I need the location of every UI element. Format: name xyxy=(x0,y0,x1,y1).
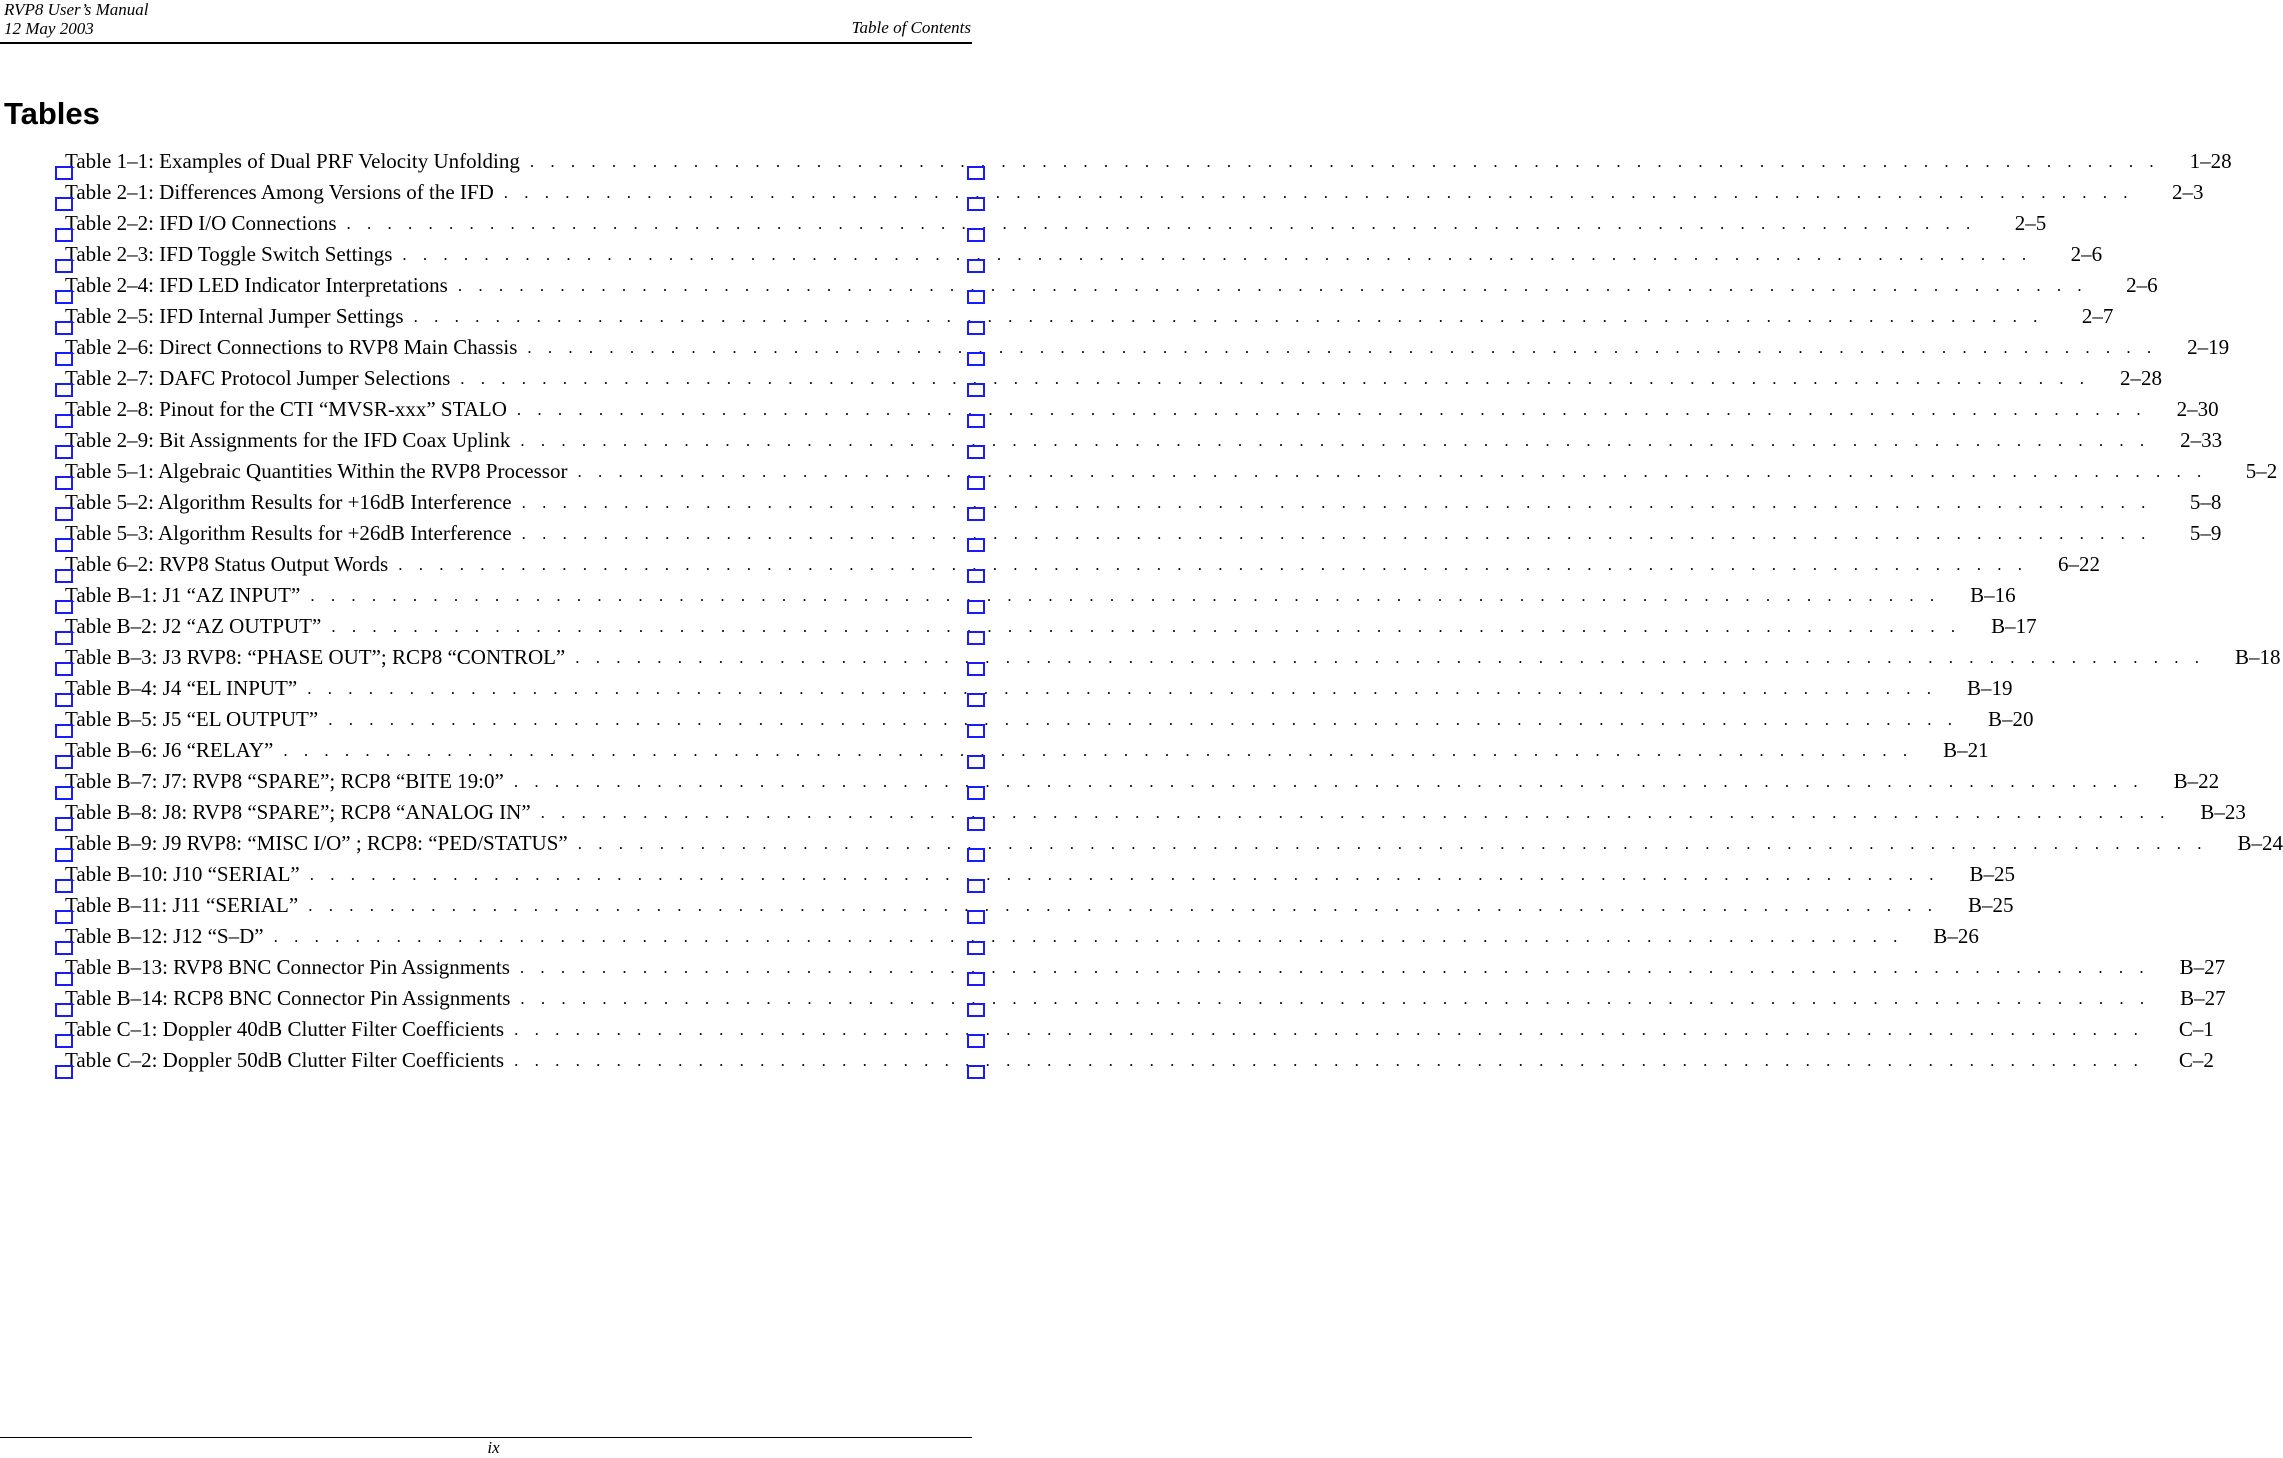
manual-title: RVP8 User’s Manual xyxy=(4,0,149,19)
toc-entry-link[interactable] xyxy=(65,890,2014,921)
header-section-name: Table of Contents xyxy=(851,18,971,37)
toc-entry-title: Table 5–3: Algorithm Results for +26dB Interference xyxy=(65,521,512,545)
toc-entry-page: 2–5 xyxy=(2014,211,2047,235)
toc-entry-title: Table 2–8: Pinout for the CTI “MVSR-xxx” STALO xyxy=(65,397,507,421)
toc-entry-title: Table B–12: J12 “S–D” xyxy=(65,924,264,948)
dot-leader: . . . . . . . . . . . . . . . . . . . . . . . . . . . . . . . . . . . . . . . . . . . . . . . . . . . . . . . . . . . . . . . . . . . . . . . . . . . . . . . . xyxy=(307,678,1937,698)
toc-entry-page: B–20 xyxy=(1987,707,2034,731)
toc-entry-page: B–21 xyxy=(1943,738,1989,762)
toc-entry xyxy=(0,394,2219,425)
toc-entry xyxy=(0,456,2278,487)
toc-entry xyxy=(0,611,2037,642)
header-date: 12 May 2003 xyxy=(4,19,94,38)
toc-entry-page: 2–3 xyxy=(2172,180,2204,204)
toc-entry-page: 5–8 xyxy=(2189,490,2222,514)
toc-entry xyxy=(0,704,2034,735)
page-number: ix xyxy=(487,1438,500,1457)
toc-entry-page: B–24 xyxy=(2237,831,2283,855)
toc-entry-page: 6–22 xyxy=(2057,552,2100,576)
toc-entry-page: B–25 xyxy=(1967,893,2014,917)
toc-entry-title: Table C–1: Doppler 40dB Clutter Filter Coefficients xyxy=(65,1017,505,1041)
toc-entry xyxy=(0,1045,2214,1076)
toc-entry-link[interactable] xyxy=(65,518,2222,549)
toc-entry-link[interactable] xyxy=(65,642,2281,673)
table-of-contents-list xyxy=(0,146,2283,1076)
toc-entry-title: Table 2–3: IFD Toggle Switch Settings xyxy=(65,242,393,266)
toc-entry-page: B–23 xyxy=(2200,800,2246,824)
dot-leader: . . . . . . . . . . . . . . . . . . . . . . . . . . . . . . . . . . . . . . . . . . . . . . . . . . . . . . . . . . . . . . . . . . . . . . . . . . . . . . . . xyxy=(540,802,2171,822)
dot-leader: . . . . . . . . . . . . . . . . . . . . . . . . . . . . . . . . . . . . . . . . . . . . . . . . . . . . . . . . . . . . . . . . . . . . . . . . . . . . . . . . xyxy=(514,1050,2144,1070)
toc-entry-title: Table B–2: J2 “AZ OUTPUT” xyxy=(65,614,322,638)
dot-leader: . . . . . . . . . . . . . . . . . . . . . . . . . . . . . . . . . . . . . . . . . . . . . . . . . . . . . . . . . . . . . . . . . . . . . . . . . . . . . . . . xyxy=(519,957,2150,977)
toc-entry xyxy=(0,425,2223,456)
dot-leader: . . . . . . . . . . . . . . . . . . . . . . . . . . . . . . . . . . . . . . . . . . . . . . . . . . . . . . . . . . . . . . . . . . . . . . . . . . . . . . . . xyxy=(346,213,1977,233)
toc-entry-title: Table 1–1: Examples of Dual PRF Velocity Unfolding xyxy=(65,149,520,173)
toc-entry-title: Table B–14: RCP8 BNC Connector Pin Assignments xyxy=(65,986,511,1010)
toc-entry-page: B–19 xyxy=(1966,676,2013,700)
toc-entry-link[interactable] xyxy=(65,673,2013,704)
toc-entry-title: Table 5–1: Algebraic Quantities Within the RVP8 Processor xyxy=(65,459,568,483)
toc-entry xyxy=(0,766,2220,797)
dot-leader: . . . . . . . . . . . . . . . . . . . . . . . . . . . . . . . . . . . . . . . . . . . . . . . . . . . . . . . . . . . . . . . . . . . . . . . . . . . . . . . . xyxy=(310,585,1941,605)
toc-entry-link[interactable] xyxy=(65,487,2222,518)
toc-entry-link[interactable] xyxy=(65,611,2037,642)
dot-leader: . . . . . . . . . . . . . . . . . . . . . . . . . . . . . . . . . . . . . . . . . . . . . . . . . . . . . . . . . . . . . . . . . . . . . . . . . . . . . . . . xyxy=(527,337,2158,357)
dot-leader: . . . . . . . . . . . . . . . . . . . . . . . . . . . . . . . . . . . . . . . . . . . . . . . . . . . . . . . . . . . . . . . . . . . . . . . . . . . . . . . . xyxy=(457,275,2088,295)
toc-entry-page: 2–30 xyxy=(2176,397,2219,421)
toc-entry-title: Table 2–2: IFD I/O Connections xyxy=(65,211,337,235)
toc-entry-title: Table B–7: J7: RVP8 “SPARE”; RCP8 “BITE 19:0” xyxy=(65,769,504,793)
dot-leader: . . . . . . . . . . . . . . . . . . . . . . . . . . . . . . . . . . . . . . . . . . . . . . . . . . . . . . . . . . . . . . . . . . . . . . . . . . . . . . . . xyxy=(328,709,1958,729)
toc-entry-page: B–25 xyxy=(1969,862,2016,886)
toc-entry-title: Table C–2: Doppler 50dB Clutter Filter Coefficients xyxy=(65,1048,505,1072)
toc-entry-title: Table 6–2: RVP8 Status Output Words xyxy=(65,552,389,576)
toc-entry-link[interactable] xyxy=(65,859,2016,890)
dot-leader: . . . . . . . . . . . . . . . . . . . . . . . . . . . . . . . . . . . . . . . . . . . . . . . . . . . . . . . . . . . . . . . . . . . . . . . . . . . . . . . . xyxy=(521,492,2152,512)
toc-entry-page: B–22 xyxy=(2173,769,2220,793)
toc-entry-page: 2–6 xyxy=(2126,273,2158,297)
toc-entry-link[interactable] xyxy=(65,1014,2214,1045)
toc-entry-page: 2–19 xyxy=(2187,335,2230,359)
toc-entry-title: Table B–11: J11 “SERIAL” xyxy=(65,893,299,917)
dot-leader: . . . . . . . . . . . . . . . . . . . . . . . . . . . . . . . . . . . . . . . . . . . . . . . . . . . . . . . . . . . . . . . . . . . . . . . . . . . . . . . . xyxy=(331,616,1962,636)
toc-entry-link[interactable] xyxy=(65,270,2158,301)
section-title: Tables xyxy=(4,96,100,131)
toc-entry-title: Table B–8: J8: RVP8 “SPARE”; RCP8 “ANALOG IN” xyxy=(65,800,531,824)
toc-entry xyxy=(0,208,2047,239)
toc-entry-title: Table B–1: J1 “AZ INPUT” xyxy=(65,583,301,607)
dot-leader: . . . . . . . . . . . . . . . . . . . . . . . . . . . . . . . . . . . . . . . . . . . . . . . . . . . . . . . . . . . . . . . . . . . . . . . . . . . . . . . . xyxy=(413,306,2044,326)
toc-entry-page: 2–6 xyxy=(2070,242,2103,266)
dot-leader: . . . . . . . . . . . . . . . . . . . . . . . . . . . . . . . . . . . . . . . . . . . . . . . . . . . . . . . . . . . . . . . . . . . . . . . . . . . . . . . . xyxy=(520,988,2151,1008)
dot-leader: . . . . . . . . . . . . . . . . . . . . . . . . . . . . . . . . . . . . . . . . . . . . . . . . . . . . . . . . . . . . . . . . . . . . . . . . . . . . . . . . xyxy=(514,1019,2144,1039)
toc-entry-link[interactable] xyxy=(65,952,2226,983)
toc-entry xyxy=(0,146,2232,177)
dot-leader: . . . . . . . . . . . . . . . . . . . . . . . . . . . . . . . . . . . . . . . . . . . . . . . . . . . . . . . . . . . . . . . . . . . . . . . . . . . . . . . . xyxy=(577,461,2208,481)
toc-entry xyxy=(0,363,2162,394)
toc-entry xyxy=(0,270,2158,301)
toc-entry xyxy=(0,518,2222,549)
link-annotation-box-right[interactable] xyxy=(967,1065,985,1079)
toc-entry-page: B–27 xyxy=(2179,955,2226,979)
toc-entry-title: Table B–10: J10 “SERIAL” xyxy=(65,862,300,886)
toc-entry-page: 2–28 xyxy=(2120,366,2162,390)
toc-entry-title: Table 5–2: Algorithm Results for +16dB Interference xyxy=(65,490,512,514)
toc-entry-link[interactable] xyxy=(65,394,2219,425)
toc-entry-link[interactable] xyxy=(65,797,2246,828)
toc-entry-page: B–18 xyxy=(2235,645,2281,669)
toc-entry-link[interactable] xyxy=(65,332,2230,363)
toc-entry-link[interactable] xyxy=(65,208,2047,239)
toc-entry-title: Table B–6: J6 “RELAY” xyxy=(65,738,274,762)
dot-leader: . . . . . . . . . . . . . . . . . . . . . . . . . . . . . . . . . . . . . . . . . . . . . . . . . . . . . . . . . . . . . . . . . . . . . . . . . . . . . . . . xyxy=(402,244,2033,264)
toc-entry-link[interactable] xyxy=(65,580,2016,611)
dot-leader: . . . . . . . . . . . . . . . . . . . . . . . . . . . . . . . . . . . . . . . . . . . . . . . . . . . . . . . . . . . . . . . . . . . . . . . . . . . . . . . . xyxy=(520,430,2151,450)
toc-entry-link[interactable] xyxy=(65,549,2100,580)
dot-leader: . . . . . . . . . . . . . . . . . . . . . . . . . . . . . . . . . . . . . . . . . . . . . . . . . . . . . . . . . . . . . . . . . . . . . . . . . . . . . . . . xyxy=(308,895,1938,915)
toc-entry-page: C–2 xyxy=(2178,1048,2214,1072)
toc-entry xyxy=(0,1014,2214,1045)
toc-entry xyxy=(0,177,2204,208)
toc-entry-page: 1–28 xyxy=(2189,149,2232,173)
toc-entry xyxy=(0,673,2013,704)
toc-entry xyxy=(0,890,2014,921)
toc-entry-link[interactable] xyxy=(65,1045,2214,1076)
dot-leader: . . . . . . . . . . . . . . . . . . . . . . . . . . . . . . . . . . . . . . . . . . . . . . . . . . . . . . . . . . . . . . . . . . . . . . . . . . . . . . . . xyxy=(283,740,1914,760)
toc-entry-title: Table 2–1: Differences Among Versions of the IFD xyxy=(65,180,494,204)
toc-entry xyxy=(0,735,1989,766)
toc-entry-page: 2–7 xyxy=(2081,304,2114,328)
dot-leader: . . . . . . . . . . . . . . . . . . . . . . . . . . . . . . . . . . . . . . . . . . . . . . . . . . . . . . . . . . . . . . . . . . . . . . . . . . . . . . . . xyxy=(460,368,2090,388)
toc-entry xyxy=(0,580,2016,611)
dot-leader: . . . . . . . . . . . . . . . . . . . . . . . . . . . . . . . . . . . . . . . . . . . . . . . . . . . . . . . . . . . . . . . . . . . . . . . . . . . . . . . . xyxy=(575,647,2206,667)
toc-entry-title: Table B–13: RVP8 BNC Connector Pin Assignments xyxy=(65,955,510,979)
toc-entry xyxy=(0,332,2230,363)
dot-leader: . . . . . . . . . . . . . . . . . . . . . . . . . . . . . . . . . . . . . . . . . . . . . . . . . . . . . . . . . . . . . . . . . . . . . . . . . . . . . . . . xyxy=(521,523,2152,543)
toc-entry-page: 5–2 xyxy=(2245,459,2278,483)
toc-entry-link[interactable] xyxy=(65,177,2204,208)
toc-entry-link[interactable] xyxy=(65,363,2162,394)
toc-entry-link[interactable] xyxy=(65,146,2232,177)
dot-leader: . . . . . . . . . . . . . . . . . . . . . . . . . . . . . . . . . . . . . . . . . . . . . . . . . . . . . . . . . . . . . . . . . . . . . . . . . . . . . . . . xyxy=(309,864,1940,884)
toc-entry-link[interactable] xyxy=(65,301,2114,332)
toc-entry-title: Table B–9: J9 RVP8: “MISC I/O” ; RCP8: “PED/STATUS” xyxy=(65,831,568,855)
toc-entry-page: C–1 xyxy=(2178,1017,2214,1041)
toc-entry-page: B–26 xyxy=(1933,924,1979,948)
running-header-left xyxy=(4,0,149,38)
toc-entry xyxy=(0,642,2281,673)
toc-entry-link[interactable] xyxy=(65,735,1989,766)
toc-entry-page: 2–33 xyxy=(2180,428,2223,452)
toc-entry-link[interactable] xyxy=(65,921,1979,952)
toc-entry xyxy=(0,921,1979,952)
toc-entry-page: B–27 xyxy=(2180,986,2226,1010)
toc-entry-page: 5–9 xyxy=(2189,521,2222,545)
dot-leader: . . . . . . . . . . . . . . . . . . . . . . . . . . . . . . . . . . . . . . . . . . . . . . . . . . . . . . . . . . . . . . . . . . . . . . . . . . . . . . . . xyxy=(513,771,2144,791)
toc-entry xyxy=(0,797,2246,828)
toc-entry-link[interactable] xyxy=(65,456,2278,487)
dot-leader: . . . . . . . . . . . . . . . . . . . . . . . . . . . . . . . . . . . . . . . . . . . . . . . . . . . . . . . . . . . . . . . . . . . . . . . . . . . . . . . . xyxy=(577,833,2208,853)
toc-entry-page: B–16 xyxy=(1970,583,2016,607)
dot-leader: . . . . . . . . . . . . . . . . . . . . . . . . . . . . . . . . . . . . . . . . . . . . . . . . . . . . . . . . . . . . . . . . . . . . . . . . . . . . . . . . xyxy=(516,399,2147,419)
toc-entry xyxy=(0,239,2103,270)
toc-entry-page: B–17 xyxy=(1991,614,2037,638)
toc-entry xyxy=(0,983,2226,1014)
toc-entry-title: Table B–4: J4 “EL INPUT” xyxy=(65,676,298,700)
dot-leader: . . . . . . . . . . . . . . . . . . . . . . . . . . . . . . . . . . . . . . . . . . . . . . . . . . . . . . . . . . . . . . . . . . . . . . . . . . . . . . . . xyxy=(503,182,2134,202)
header-rule xyxy=(0,42,972,44)
dot-leader: . . . . . . . . . . . . . . . . . . . . . . . . . . . . . . . . . . . . . . . . . . . . . . . . . . . . . . . . . . . . . . . . . . . . . . . . . . . . . . . . xyxy=(529,151,2160,171)
toc-entry xyxy=(0,487,2222,518)
toc-entry-link[interactable] xyxy=(65,983,2226,1014)
toc-entry xyxy=(0,859,2016,890)
toc-entry-title: Table 2–5: IFD Internal Jumper Settings xyxy=(65,304,404,328)
toc-entry-link[interactable] xyxy=(65,704,2034,735)
toc-entry xyxy=(0,301,2114,332)
toc-entry xyxy=(0,828,2283,859)
toc-entry-link[interactable] xyxy=(65,239,2103,270)
dot-leader: . . . . . . . . . . . . . . . . . . . . . . . . . . . . . . . . . . . . . . . . . . . . . . . . . . . . . . . . . . . . . . . . . . . . . . . . . . . . . . . . xyxy=(398,554,2028,574)
toc-entry xyxy=(0,952,2226,983)
toc-entry-title: Table B–5: J5 “EL OUTPUT” xyxy=(65,707,319,731)
toc-entry-link[interactable] xyxy=(65,828,2283,859)
link-annotation-box-left[interactable] xyxy=(55,1065,73,1079)
toc-entry-title: Table 2–9: Bit Assignments for the IFD Coax Uplink xyxy=(65,428,511,452)
toc-entry-title: Table B–3: J3 RVP8: “PHASE OUT”; RCP8 “CONTROL” xyxy=(65,645,566,669)
toc-entry-title: Table 2–4: IFD LED Indicator Interpretations xyxy=(65,273,448,297)
toc-entry-link[interactable] xyxy=(65,766,2220,797)
dot-leader: . . . . . . . . . . . . . . . . . . . . . . . . . . . . . . . . . . . . . . . . . . . . . . . . . . . . . . . . . . . . . . . . . . . . . . . . . . . . . . . . xyxy=(273,926,1904,946)
toc-entry xyxy=(0,549,2100,580)
toc-entry-link[interactable] xyxy=(65,425,2223,456)
toc-entry-title: Table 2–7: DAFC Protocol Jumper Selections xyxy=(65,366,451,390)
toc-entry-title: Table 2–6: Direct Connections to RVP8 Main Chassis xyxy=(65,335,518,359)
